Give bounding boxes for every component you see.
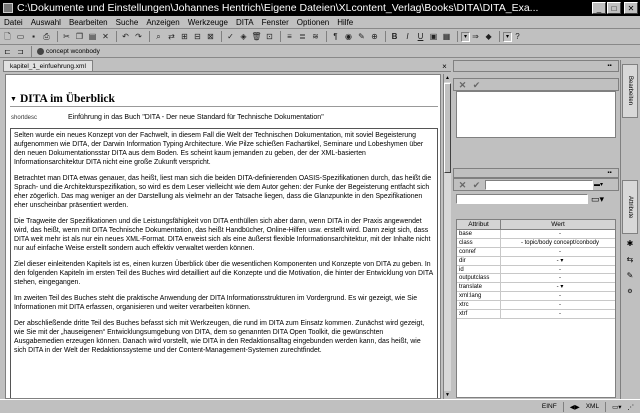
delete-icon[interactable]: ✕ xyxy=(102,32,109,41)
attr-value: - topic/body concept/conbody xyxy=(520,239,600,246)
heading-text: DITA im Überblick xyxy=(19,93,115,105)
status-grip-icon: ⋰ xyxy=(627,403,634,411)
paragraph-icon[interactable]: ¶ xyxy=(333,32,338,41)
attr-name: id xyxy=(457,266,501,274)
paragraph[interactable]: Selten wurde ein neues Konzept von der Fachwelt, in diesem Fall die Welt der Technischen Dokumentation, mit soviel Begeisterung aufgenommen wie DITA, der Darwin Information Typing Architecture. Wie Pilze schießen Fachartikel, Seminare und Lobeshymen über den neuen Dokumentationsstar DITA aus dem Boden. Es scheint kaum jemanden zu geben, der der XML-basierten Informationsarchitektur DITA nicht eine große Zukunft verspricht. xyxy=(14,132,424,166)
redo-icon[interactable]: ↷ xyxy=(135,32,142,41)
paragraph[interactable]: Betrachtet man DITA etwas genauer, das heißt, liest man sich die beiden DITA-definierenden OASIS-Spezifikationen durch, das heißt die Sprach- und die Architekturspezifikation, so wird es dem Leser vielleicht wie dem Autor gehen: der Funke der Begeisterung entfacht sich eher zögerlich. Das mag weniger an der Darstellung als vielmehr an der Tatsache liegen, dass die Glanzpunkte in den Spezifikationen eher unscheinbar präsentiert werden. xyxy=(14,175,432,209)
menu-dita[interactable]: DITA xyxy=(236,17,254,27)
view-icon[interactable]: ◉ xyxy=(345,32,352,41)
attr-row[interactable] xyxy=(457,274,615,283)
attr-name: xml:lang xyxy=(457,292,501,300)
paragraph[interactable]: Ziel dieser einleitenden Kapitels ist es, einen kurzen Überblick über die wesentlichen Komponenten und Konzepte von DITA zu geben. In den folgenden Kapiteln im ersten Teil des Buches wird detailliert auf die Konzepte und die Motivation, die hinter der Entwicklung von DITA stehen, eingegangen. xyxy=(14,261,433,286)
status-mode: EINF xyxy=(541,403,557,410)
menu-optionen[interactable]: Optionen xyxy=(296,17,330,27)
toolbar-separator xyxy=(457,31,458,42)
scroll-thumb[interactable] xyxy=(444,83,451,173)
replace-icon[interactable]: ⇄ xyxy=(168,32,175,41)
toolbar-separator xyxy=(385,31,386,42)
status-monitor-icon[interactable]: ▭▾ xyxy=(612,403,622,411)
attr-name: class xyxy=(457,239,501,247)
change-markup-icon[interactable]: ⊐ xyxy=(17,46,24,56)
breadcrumb-label: concept wconbody xyxy=(46,47,100,55)
tab-label: kapitel_1_einfuehrung.xml xyxy=(10,62,86,70)
tab-bearbeiten[interactable]: Bearbeiten xyxy=(622,64,638,118)
attr-value: - xyxy=(559,311,561,318)
table-icon[interactable]: ▦ xyxy=(442,32,451,41)
scroll-up-icon[interactable]: ▲ xyxy=(445,75,450,81)
minimize-button[interactable]: _ xyxy=(592,2,606,14)
status-xml: XML xyxy=(585,403,600,410)
attr-name: dir xyxy=(457,257,501,265)
attr-name: xtrc xyxy=(457,301,501,309)
toolbar-separator xyxy=(57,31,58,42)
shortdesc-label: shortdesc xyxy=(11,115,38,121)
attr-name: translate xyxy=(457,283,501,291)
toolbar-separator xyxy=(280,31,281,42)
paragraph[interactable]: Der abschließende dritte Teil des Buches befasst sich mit Werkzeugen, die rund im DITA zum Einsatz kommen. Zunächst wird gezeigt, wie Sie mit der „hauseigenen“ Entwicklungsumgebung von DITA, dem so genannten DITA Open Toolkit, die gewünschten Ausgabemedien erzeugen können. Danach wird vorstellt, wie DITA in den Redaktionsalltag eingebunden werden kann, das heißt, wie sich DITA in der Welt der Redaktionssysteme und der Content-Management-Systemen zurechtfindet. xyxy=(14,320,425,354)
attr-combo[interactable] xyxy=(456,194,588,204)
editor-tabbar xyxy=(3,60,451,72)
symbols-icon[interactable]: ✱ xyxy=(626,239,634,248)
menu-hilfe[interactable]: Hilfe xyxy=(337,17,354,27)
toolbar-separator xyxy=(499,31,500,42)
title-bar xyxy=(0,0,640,16)
window-title: C:\Dokumente und Einstellungen\Johannes Hentrich\Eigene Dateien\XLcontent_Verlag\Books\DITA\DITA_Exa... xyxy=(17,2,539,14)
attr-value: - xyxy=(559,275,561,282)
find-icon[interactable]: ⌕ xyxy=(156,32,161,41)
validate-icon[interactable]: ◈ xyxy=(240,32,247,41)
app-icon xyxy=(3,3,13,13)
bold-icon[interactable]: B xyxy=(391,32,398,41)
tag-list-icon[interactable]: ⚙ xyxy=(627,289,633,295)
scroll-down-icon[interactable]: ▼ xyxy=(445,392,450,398)
attr-row[interactable] xyxy=(457,301,615,310)
element-node-icon xyxy=(37,48,44,55)
panel-pin-icon[interactable]: ▪▪ xyxy=(607,170,612,176)
underline-icon[interactable]: U xyxy=(417,32,424,41)
shortdesc-text[interactable]: Einführung in das Buch "DITA - Der neue Standard für Technische Dokumentation" xyxy=(68,114,324,121)
cancel-x-icon[interactable]: ✕ xyxy=(458,179,467,190)
menu-werkzeuge[interactable]: Werkzeuge xyxy=(187,17,229,27)
tags-partial-icon[interactable]: ≣ xyxy=(299,32,306,41)
confirm-check-icon[interactable]: ✔ xyxy=(472,79,481,90)
attr-value-input[interactable] xyxy=(485,180,593,190)
style-dropdown[interactable]: ▾ xyxy=(503,32,512,42)
insert-markup-icon[interactable]: ⊏ xyxy=(4,46,11,56)
join-element-icon[interactable]: ⊠ xyxy=(207,32,214,41)
paste-icon[interactable]: ▤ xyxy=(88,32,97,41)
attr-row[interactable] xyxy=(457,248,615,257)
markup-icon[interactable]: ⇆ xyxy=(626,255,634,264)
panel-header-top xyxy=(453,60,619,72)
attr-value: - ▾ xyxy=(556,284,564,291)
menu-auswahl[interactable]: Auswahl xyxy=(30,17,61,27)
attr-value: - xyxy=(559,293,561,300)
attr-value: - xyxy=(559,302,561,309)
status-separator xyxy=(605,402,606,412)
lock-icon[interactable]: ⊡ xyxy=(266,32,273,41)
image-icon[interactable]: ▣ xyxy=(429,32,438,41)
attr-name: conref xyxy=(457,248,501,256)
attr-value: - xyxy=(559,248,561,255)
undo-icon[interactable]: ↶ xyxy=(122,32,129,41)
split-element-icon[interactable]: ⊟ xyxy=(194,32,201,41)
publish-icon[interactable]: ◆ xyxy=(485,32,492,41)
cancel-x-icon[interactable]: ✕ xyxy=(458,79,467,90)
toolbar-separator xyxy=(221,31,222,42)
save-icon[interactable]: ▪ xyxy=(32,32,35,41)
element-breadcrumb[interactable] xyxy=(37,48,100,55)
attr-value: - xyxy=(559,266,561,273)
spellcheck-icon[interactable]: ✓ xyxy=(227,32,234,41)
status-separator xyxy=(563,402,564,412)
attr-row[interactable] xyxy=(457,266,615,275)
copy-icon[interactable]: ❐ xyxy=(75,32,84,41)
attr-col-header: Attribut xyxy=(457,220,501,229)
toolbar-separator xyxy=(326,31,327,42)
attribute-table xyxy=(456,219,616,398)
menu-bar xyxy=(0,16,640,29)
vertical-scrollbar[interactable] xyxy=(443,74,451,399)
dropdown-icon[interactable]: ▬▾ xyxy=(593,181,603,188)
toolbar-separator xyxy=(31,46,32,57)
menu-anzeigen[interactable]: Anzeigen xyxy=(146,17,180,27)
tab-attribute[interactable]: Attribute xyxy=(622,180,638,234)
menu-fenster[interactable]: Fenster xyxy=(261,17,289,27)
menu-bearbeiten[interactable]: Bearbeiten xyxy=(68,17,108,27)
insert-element-icon[interactable]: ⊞ xyxy=(181,32,188,41)
value-col-header: Wert xyxy=(551,221,565,228)
open-folder-icon[interactable]: ▭ xyxy=(16,32,25,41)
cut-icon[interactable]: ✂ xyxy=(63,32,70,41)
tag-dropdown[interactable]: ▾ xyxy=(461,32,470,42)
menu-suche[interactable]: Suche xyxy=(115,17,139,27)
panel-header-attr xyxy=(453,168,619,178)
paragraph[interactable]: Im zweiten Teil des Buches steht die praktische Anwendung der DITA Informationsstrukturen im Vordergrund. Es wir gezeigt, wie Sie Informationen mit DITA erfassen, organisieren und weiter verarbeiten können. xyxy=(14,295,418,311)
attr-row[interactable] xyxy=(457,239,615,248)
attribute-table-header xyxy=(457,220,615,230)
menu-datei[interactable]: Datei xyxy=(4,17,23,27)
edit-panel-toolbar xyxy=(453,78,619,91)
attr-value-row xyxy=(453,193,619,205)
main-toolbar xyxy=(0,29,640,45)
new-file-icon[interactable]: 🗋 xyxy=(4,32,11,41)
tab-kapitel-1[interactable] xyxy=(3,60,93,71)
toolbar-separator xyxy=(149,31,150,42)
collapse-triangle-icon[interactable]: ▼ xyxy=(10,95,17,103)
status-bar xyxy=(0,399,640,413)
close-tab-icon[interactable]: × xyxy=(442,62,447,71)
attr-row[interactable] xyxy=(457,257,615,266)
browse-icon[interactable]: ▭▾ xyxy=(591,194,605,204)
italic-icon[interactable]: I xyxy=(406,32,409,41)
vertical-tab-strip xyxy=(620,60,638,399)
highlight-icon[interactable]: ✎ xyxy=(358,32,365,41)
attr-row[interactable] xyxy=(457,310,615,319)
attr-name: outputclass xyxy=(457,274,501,282)
attr-row[interactable] xyxy=(457,230,615,239)
tags-off-icon[interactable]: ≋ xyxy=(312,32,319,41)
status-nav-icon[interactable]: ◀▶ xyxy=(569,403,580,411)
document-view[interactable] xyxy=(5,74,441,399)
panel-pin-icon[interactable]: ▪▪ xyxy=(607,63,612,69)
toolbar-separator xyxy=(116,31,117,42)
edit-panel-content[interactable] xyxy=(456,91,616,138)
attr-edit-toolbar xyxy=(453,178,619,191)
attr-name: base xyxy=(457,230,501,238)
attr-value: - ▾ xyxy=(556,257,564,264)
print-icon[interactable]: ⎙ xyxy=(43,32,50,41)
attr-value: - xyxy=(559,231,561,237)
side-panel xyxy=(453,60,619,399)
attr-row[interactable] xyxy=(457,292,615,301)
settings-icon[interactable]: ✎ xyxy=(626,271,634,280)
attr-name: xtrf xyxy=(457,310,501,318)
topic-title xyxy=(10,93,438,107)
zoom-icon[interactable]: ⊕ xyxy=(371,32,378,41)
conbody[interactable] xyxy=(10,128,438,399)
tags-icon[interactable]: ≡ xyxy=(287,32,292,41)
trash-icon[interactable]: 🗑 xyxy=(251,32,262,41)
help-icon[interactable]: ? xyxy=(515,32,520,41)
paragraph[interactable]: Die Tragweite der Spezifikationen und die Leistungsfähigkeit von DITA enthüllen sich aber dann, wenn DITA in der Praxis angewendet wird, das heißt, wenn mit DITA Technische Dokumentation, das heißt Handbücher, Online-Hilfen usw. erstellt wird. Dann zeigt sich, dass DITA weit mehr ist als nur ein neues XML-Format. DITA erweist sich als eine äußerst flexible Informationsarchitektur, mit der Inhalte nicht nur auf einfache Weise erstellt sondern auch effektiv verwaltet werden können. xyxy=(14,218,431,252)
transform-icon[interactable]: ⇒ xyxy=(472,32,479,41)
editor-pane xyxy=(3,60,451,399)
attr-row[interactable] xyxy=(457,283,615,292)
confirm-check-icon[interactable]: ✔ xyxy=(472,179,481,190)
close-button[interactable]: ✕ xyxy=(624,2,638,14)
element-toolbar xyxy=(0,45,640,58)
maximize-button[interactable]: □ xyxy=(607,2,621,14)
